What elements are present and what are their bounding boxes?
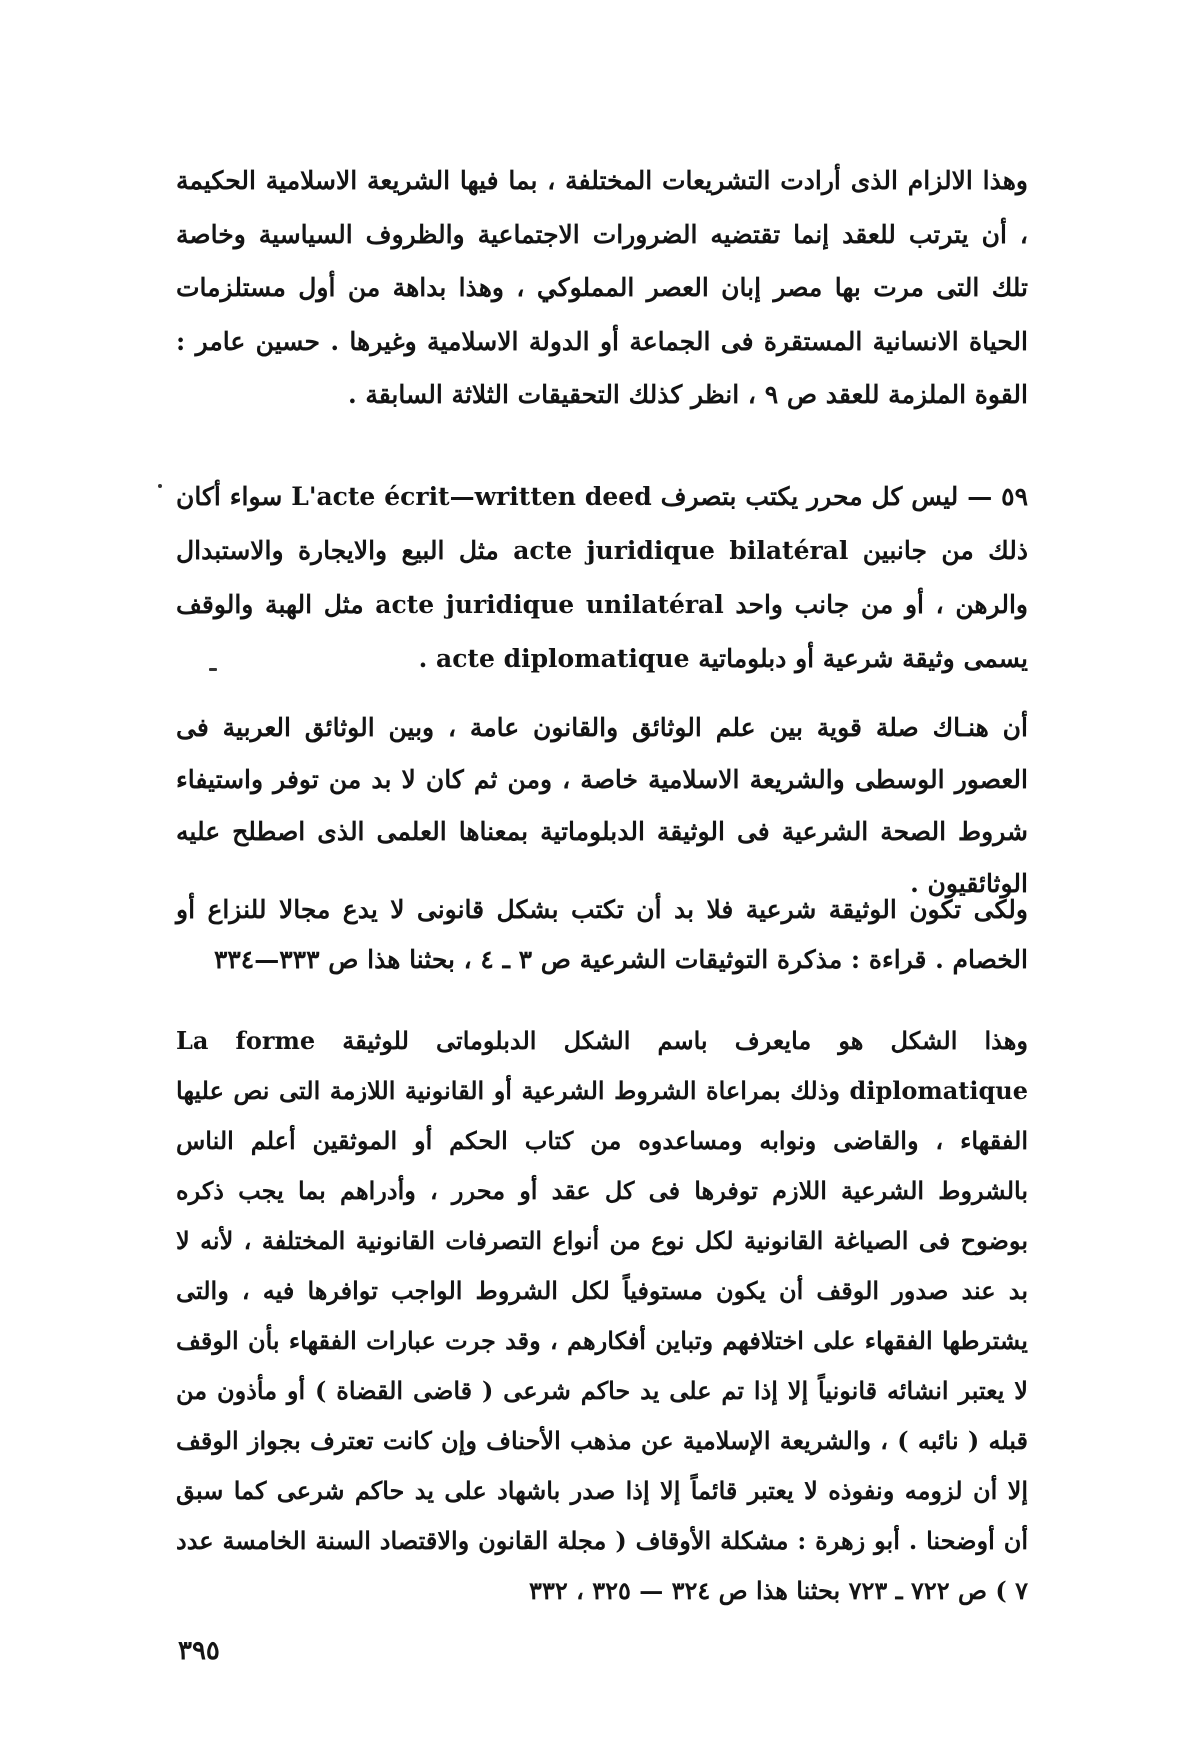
paragraph-3: أن هنـاك صلة قوية بين علم الوثائق والقانون عامة ، وبين الوثائق العربية فى العصور الوسطى والشريعة الاسلامية خاصة ، ومن ثم كان لا بد من توفر واستيفاء شروط الصحة الشرعية فى الوثيقة الدبلوماتية بمعناها العلمى الذى اصطلح عليه الوثائقيون . bbox=[176, 713, 1028, 898]
paragraph-4: ولكى تكون الوثيقة شرعية فلا بد أن تكتب بشكل قانونى لا يدع مجالا للنزاع أو الخصام . قراءة : مذكرة التوثيقات الشرعية ص ٣ ـ ٤ ، بحثنا هذا ص ٣٣٣—٣٣٤ bbox=[176, 895, 1028, 974]
paragraph-2: ٥٩ — ليس كل محرر يكتب بتصرف L'acte écrit—written deed سواء أكان ذلك من جانبين acte juridique bilatéral مثل البيع والايجارة والاستبدال والرهن ، أو من جانب واحد acte juridique unilatéral مثل الهبة والوقف يسمى وثيقة شرعية أو دبلوماتية acte diplomatique . bbox=[176, 482, 1029, 673]
paragraph-1: وهذا الالزام الذى أرادت التشريعات المختلفة ، بما فيها الشريعة الاسلامية الحكيمة ، أن يترتب للعقد إنما تقتضيه الضرورات الاجتماعية والظروف السياسية وخاصة تلك التى مرت بها مصر إبان العصر المملوكي ، وهذا بداهة من أول مستلزمات الحياة الانسانية المستقرة فى الجماعة أو الدولة الاسلامية وغيرها . حسين عامر : القوة الملزمة للعقد ص ٩ ، انظر كذلك التحقيقات الثلاثة السابقة . bbox=[176, 166, 1028, 409]
page-number: ٣٩٥ bbox=[178, 1636, 220, 1666]
scan-speck bbox=[158, 484, 162, 488]
scan-speck bbox=[209, 668, 217, 671]
paragraph-5: وهذا الشكل هو مايعرف باسم الشكل الدبلوماتى للوثيقة La forme diplomatique وذلك بمراعاة الشروط الشرعية أو القانونية اللازمة التى نص عليها الفقهاء ، والقاضى ونوابه ومساعدوه من كتاب الحكم أو الموثقين أعلم الناس بالشروط الشرعية اللازم توفرها فى كل عقد أو محرر ، وأدراهم بما يجب ذكره بوضوح فى الصياغة القانونية لكل نوع من أنواع التصرفات القانونية المختلفة ، لأنه لا بد عند صدور الوقف أن يكون مستوفياً لكل الشروط الواجب توافرها فيه ، والتى يشترطها الفقهاء على اختلافهم وتباين أفكارهم ، وقد جرت عبارات الفقهاء بأن الوقف لا يعتبر انشائه قانونياً إلا إذا تم على يد حاكم شرعى ( قاضى القضاة ) أو مأذون من قبله ( نائبه ) ، والشريعة الإسلامية عن مذهب الأحناف وإن كانت تعترف بجواز الوقف إلا أن لزومه ونفوذه لا يعتبر قائماً إلا إذا صدر باشهاد على يد حاكم شرعى كما سبق أن أوضحنا . أبو زهرة : مشكلة الأوقاف ( مجلة القانون والاقتصاد السنة الخامسة عدد ٧ ) ص ٧٢٢ ـ ٧٢٣ بحثنا هذا ص ٣٢٤ — ٣٢٥ ، ٣٣٢ bbox=[176, 1026, 1028, 1605]
